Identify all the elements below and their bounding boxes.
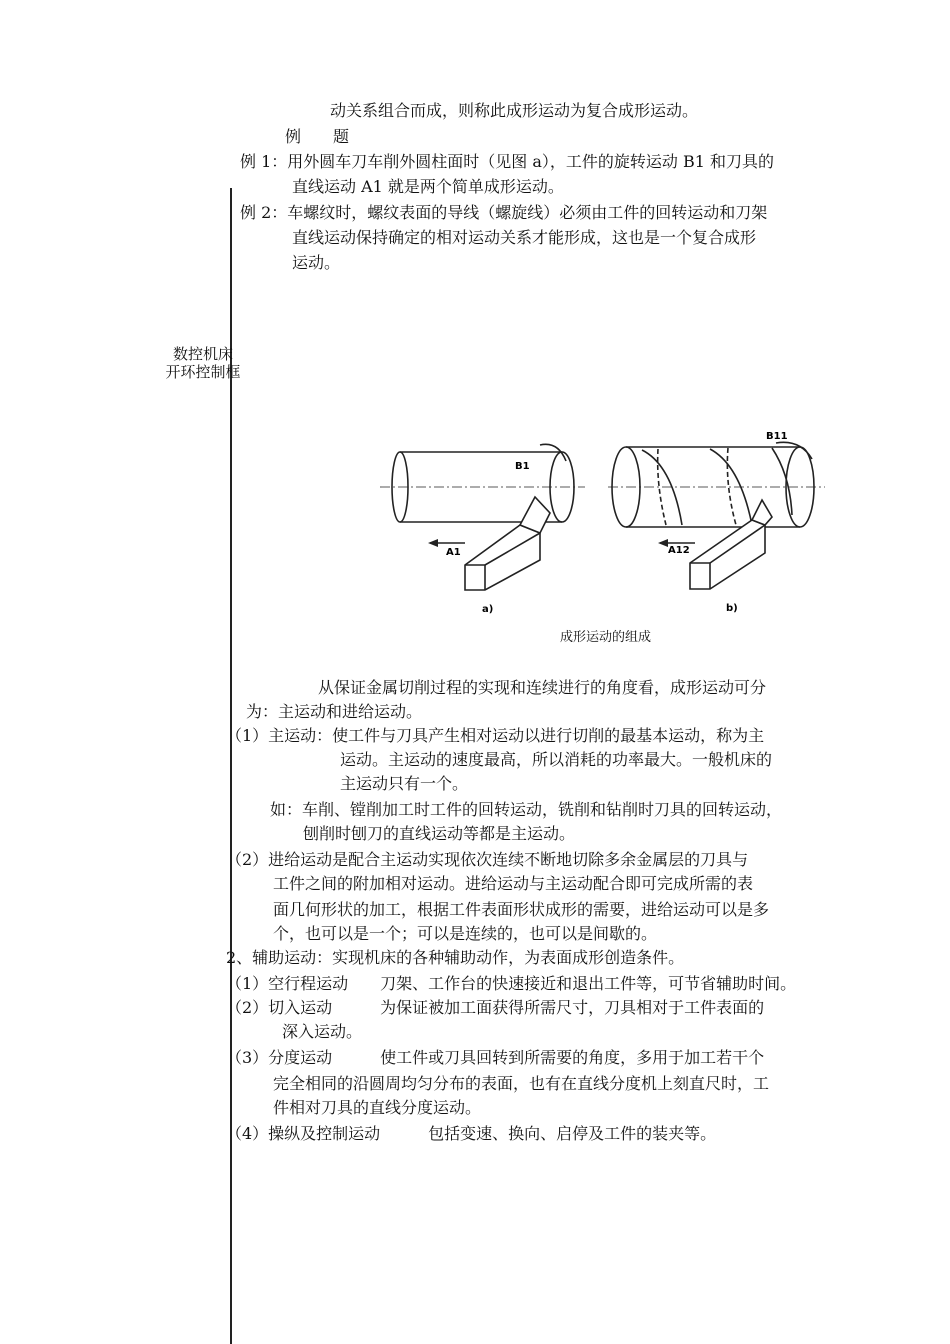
label-a: a) (482, 604, 494, 615)
main-motion-example-line1: 如：车削、镗削加工时工件的回转运动，铣削和钻削时刀具的回转运动， (270, 800, 783, 819)
aux-item1: （1）空行程运动 刀架、工作台的快速接近和退出工件等，可节省辅助时间。 (226, 974, 797, 993)
example2-line2: 直线运动保持确定的相对运动关系才能形成，这也是一个复合成形 (292, 228, 757, 247)
aux-item2-line2: 深入运动。 (282, 1022, 363, 1041)
auxiliary-motion-heading: 2、辅助运动：实现机床的各种辅助动作，为表面成形创造条件。 (226, 948, 685, 967)
example1-line2: 直线运动 A1 就是两个简单成形运动。 (292, 177, 564, 196)
feed-motion-line3: 面几何形状的加工，根据工件表面形状成形的需要，进给运动可以是多 (273, 900, 770, 919)
figure-a-drawing (380, 444, 585, 590)
label-a12: A12 (668, 545, 690, 556)
sidebar-note-line1: 数控机床 (172, 345, 233, 363)
aux-item3-line3: 件相对刀具的直线分度运动。 (273, 1098, 482, 1117)
para1-line1: 从保证金属切削过程的实现和连续进行的角度看，成形运动可分 (318, 678, 767, 697)
main-motion-line2: 运动。主运动的速度最高，所以消耗的功率最大。一般机床的 (340, 750, 773, 769)
figure-b-drawing (608, 442, 825, 589)
aux-item3-line1: （3）分度运动 使工件或刀具回转到所需要的角度，多用于加工若干个 (226, 1048, 765, 1067)
para1-line2: 为：主运动和进给运动。 (246, 702, 423, 721)
label-a1: A1 (446, 547, 461, 558)
label-b: b) (726, 603, 738, 614)
aux-item4: （4）操纵及控制运动 包括变速、换向、启停及工件的装夹等。 (226, 1124, 717, 1143)
feed-motion-line1: （2）进给运动是配合主运动实现依次连续不断地切除多余金属层的刀具与 (226, 850, 749, 869)
example2-line1: 例 2：车螺纹时，螺纹表面的导线（螺旋线）必须由工件的回转运动和刀架 (240, 203, 768, 222)
aux-item2-line1: （2）切入运动 为保证被加工面获得所需尺寸，刀具相对于工件表面的 (226, 998, 765, 1017)
feed-motion-line4: 个，也可以是一个；可以是连续的，也可以是间歇的。 (273, 924, 658, 943)
label-b11: B11 (766, 431, 788, 442)
forming-motion-figure (380, 425, 850, 620)
example2-line3: 运动。 (292, 253, 341, 272)
main-motion-example-line2: 刨削时刨刀的直线运动等都是主运动。 (303, 824, 576, 843)
feed-motion-line2: 工件之间的附加相对运动。进给运动与主运动配合即可完成所需的表 (273, 874, 754, 893)
figure-caption: 成形运动的组成 (560, 630, 652, 645)
aux-item3-line2: 完全相同的沿圆周均匀分布的表面，也有在直线分度机上刻直尺时，工 (273, 1074, 770, 1093)
continuation-line: 动关系组合而成，则称此成形运动为复合成形运动。 (330, 101, 699, 120)
sidebar-note-line2: 开环控制框 (165, 363, 241, 381)
main-motion-line3: 主运动只有一个。 (340, 774, 469, 793)
example1-line1: 例 1：用外圆车刀车削外圆柱面时（见图 a），工件的旋转运动 B1 和刀具的 (240, 152, 775, 171)
main-motion-line1: （1）主运动：使工件与刀具产生相对运动以进行切削的最基本运动，称为主 (226, 726, 765, 745)
example-heading: 例 题 (285, 127, 350, 146)
label-b1: B1 (515, 461, 530, 472)
